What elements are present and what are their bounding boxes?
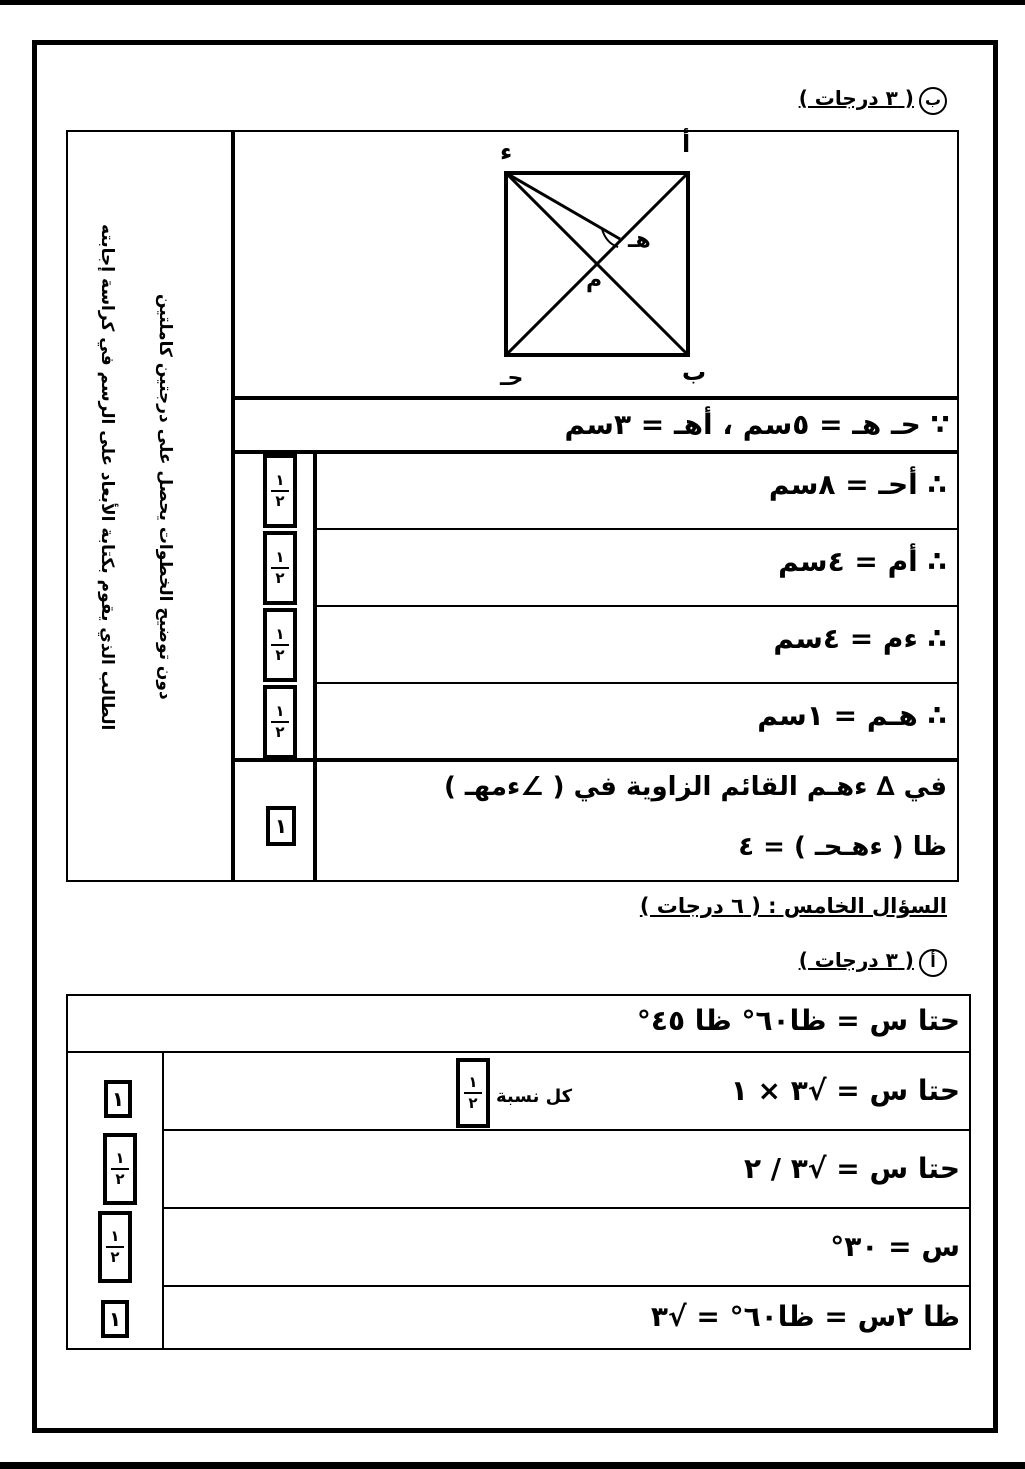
fig-label-a: أ (682, 130, 691, 158)
row-a-text: حتا س = √٣ / ٢ (743, 1152, 960, 1185)
part-a-circle: أ (919, 949, 947, 977)
fig-label-m: م (586, 268, 603, 293)
ratio-mark (456, 1058, 490, 1128)
step-mark (263, 531, 297, 605)
step-text: ∴ هـم = ١سم (757, 699, 947, 732)
triangle-mark: ١ (266, 806, 296, 846)
mark-den: ٢ (275, 492, 285, 510)
side-note-box (66, 130, 233, 882)
row-a-text: حتا س = √٣ × ١ (730, 1074, 960, 1107)
mark-num: ١ (275, 471, 285, 489)
mark-den: ٢ (275, 723, 285, 741)
top-border (0, 0, 1025, 5)
fig-label-h: هـ (628, 228, 651, 253)
triangle-line2: ظا ( ءهـحـ ) = ٤ (738, 832, 947, 862)
row-a-mark (103, 1133, 137, 1205)
side-note-line1: الطالب الذي يقوم بكتابة الأبعاد على الرسم في كراسة إجابته (97, 223, 117, 730)
row-a-mark: ١ (104, 1080, 132, 1118)
row-a-text: س = ٣٠° (830, 1230, 960, 1263)
fig-label-b: ب (682, 358, 707, 386)
bottom-border (0, 1462, 1025, 1469)
row-a-mark: ١ (101, 1300, 129, 1338)
part-b-marks: ( ٣ درجات ) (798, 86, 914, 110)
q5-title: السؤال الخامس : ( ٦ درجات ) (639, 894, 947, 918)
step-text: ∴ أحـ = ٨سم (768, 468, 947, 501)
step-mark (263, 608, 297, 682)
step-mark (263, 454, 297, 528)
mark-num: ١ (110, 1227, 120, 1245)
part-a-marks: ( ٣ درجات ) (798, 948, 914, 972)
mark-den: ٢ (115, 1170, 125, 1188)
step-mark (263, 685, 297, 759)
mark-num: ١ (275, 548, 285, 566)
row-a-mark (98, 1211, 132, 1283)
triangle-line1: في ∆ ءهـم القائم الزاوية في ( ∠ءمهـ ) (443, 772, 947, 802)
square-diagram (470, 135, 730, 395)
mark-den: ٢ (275, 646, 285, 664)
ratio-label: كل نسبة (496, 1086, 573, 1107)
part-b-header (799, 86, 947, 115)
step-text: ∴ أم = ٤سم (778, 545, 947, 578)
mark-num: ١ (275, 625, 285, 643)
row-a-text: ظا ٢س = ظا٦٠° = √٣ (650, 1300, 960, 1333)
part-a-header (799, 948, 947, 977)
fig-label-c: حـ (500, 366, 524, 391)
part-b-circle: ب (919, 87, 947, 115)
step-text: ∴ ءم = ٤سم (773, 622, 947, 655)
mark-den: ٢ (275, 569, 285, 587)
ratio-num: ١ (468, 1073, 478, 1091)
mark-den: ٢ (110, 1248, 120, 1266)
given-text: ∵ حـ هـ = ٥سم ، أهـ = ٣سم (564, 408, 950, 441)
fig-label-d: ء (500, 138, 513, 166)
row-a-text: حتا س = ظا٦٠° ظا ٤٥° (636, 1004, 960, 1037)
mark-num: ١ (115, 1149, 125, 1167)
mark-num: ١ (275, 702, 285, 720)
ratio-den: ٢ (468, 1094, 478, 1112)
side-note-line2: دون توضيح الخطوات يحصل على درجتين كاملتين (155, 294, 175, 700)
